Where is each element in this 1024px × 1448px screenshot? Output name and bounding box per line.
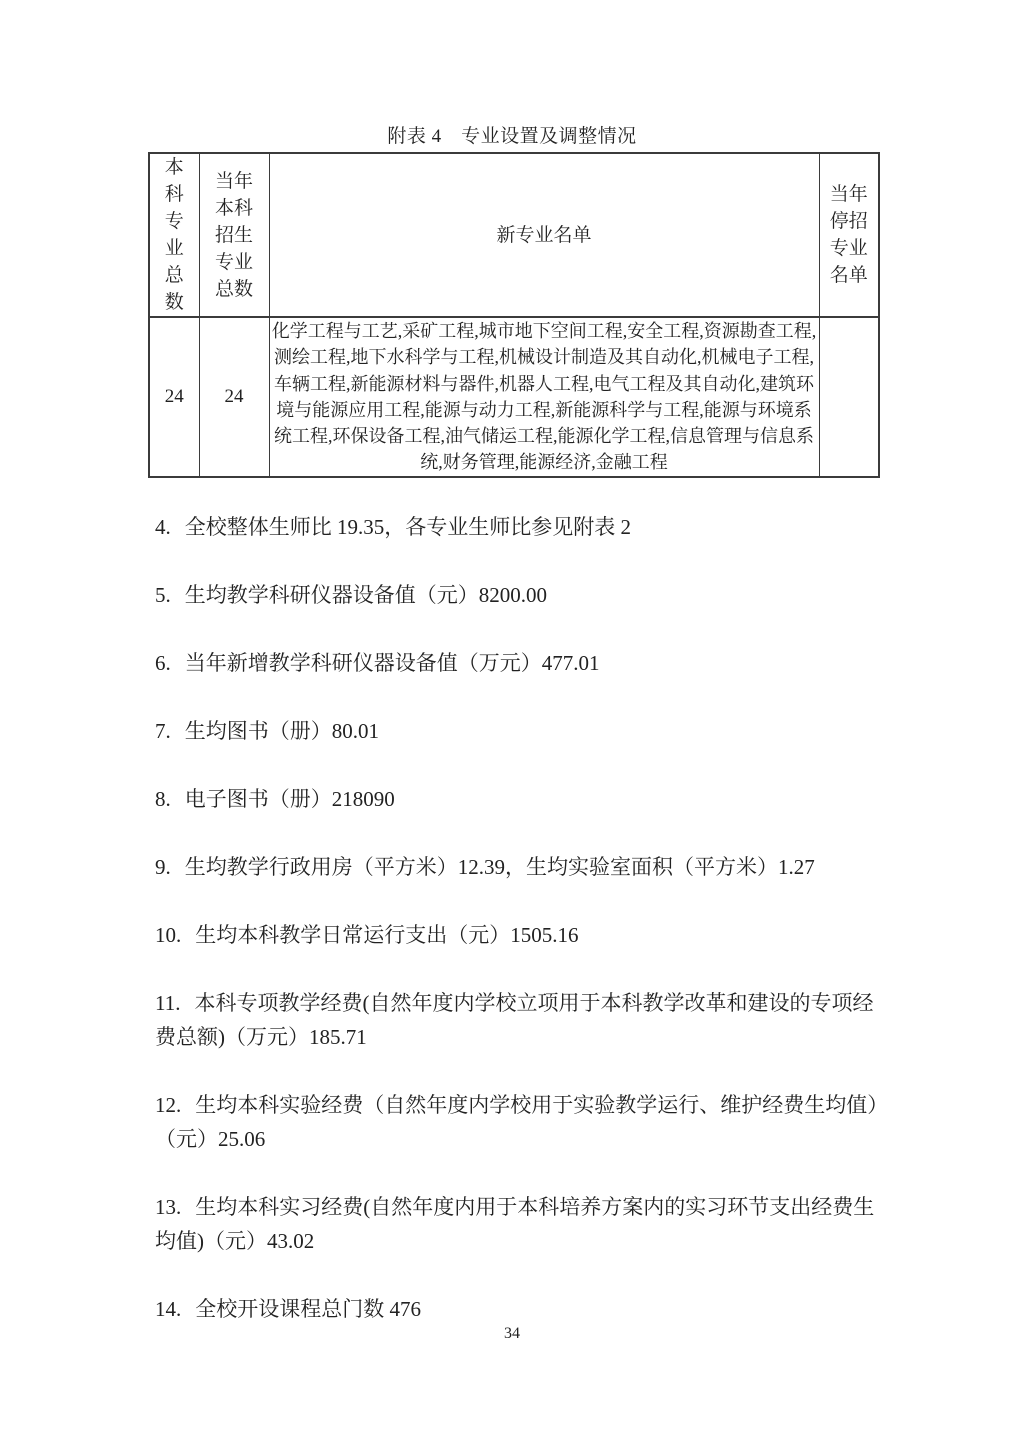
numbered-item — [155, 1088, 881, 1156]
numbered-item — [155, 782, 881, 816]
item-number: 11. — [155, 991, 181, 1015]
header-total-majors-label: 本科专业总数 — [164, 157, 184, 313]
item-number: 7. — [155, 719, 171, 743]
enrolling-majors-value: 24 — [199, 317, 269, 477]
item-number: 10. — [155, 923, 182, 947]
table-title: 附表 4 专业设置及调整情况 — [387, 126, 637, 147]
numbered-items — [155, 510, 881, 1360]
table-data-row — [149, 317, 879, 477]
header-new-majors: 新专业名单 — [269, 153, 819, 317]
item-number: 8. — [155, 787, 171, 811]
majors-table — [148, 152, 880, 478]
numbered-item — [155, 646, 881, 680]
header-discontinued-majors — [819, 153, 879, 317]
item-text: 全校整体生师比 19.35，各专业生师比参见附表 2 — [184, 515, 631, 539]
item-number: 12. — [155, 1093, 182, 1117]
item-text: 生均本科实习经费(自然年度内用于本科培养方案内的实习环节支出经费生均值)（元）43.02 — [155, 1195, 875, 1253]
item-number: 9. — [155, 855, 171, 879]
item-text: 生均本科实验经费（自然年度内学校用于实验教学运行、维护经费生均值）（元）25.06 — [155, 1093, 878, 1151]
numbered-item — [155, 918, 881, 952]
numbered-item — [155, 510, 881, 544]
header-discontinued-majors-label: 当年停招专业名单 — [829, 184, 868, 286]
item-number: 6. — [155, 651, 171, 675]
item-text: 本科专项教学经费(自然年度内学校立项用于本科教学改革和建设的专项经费总额)（万元）185.71 — [155, 991, 874, 1049]
item-number: 13. — [155, 1195, 182, 1219]
header-total-majors — [149, 153, 199, 317]
discontinued-majors-value — [819, 317, 879, 477]
item-text: 生均本科教学日常运行支出（元）1505.16 — [195, 923, 579, 947]
new-majors-list: 化学工程与工艺,采矿工程,城市地下空间工程,安全工程,资源勘查工程,测绘工程,地下水科学与工程,机械设计制造及其自动化,机械电子工程,车辆工程,新能源材料与器件,机器人工程,电气工程及其自动化,建筑环境与能源应用工程,能源与动力工程,新能源科学与工程,能源与环境系统工程,环保设备工程,油气储运工程,能源化学工程,信息管理与信息系统,财务管理,能源经济,金融工程 — [269, 317, 819, 477]
item-text: 电子图书（册）218090 — [184, 787, 395, 811]
item-number: 4. — [155, 515, 171, 539]
numbered-item — [155, 1190, 881, 1258]
item-text: 当年新增教学科研仪器设备值（万元）477.01 — [184, 651, 600, 675]
item-text: 生均教学科研仪器设备值（元）8200.00 — [184, 583, 547, 607]
item-number: 5. — [155, 583, 171, 607]
numbered-item — [155, 850, 881, 884]
numbered-item — [155, 714, 881, 748]
total-majors-value: 24 — [149, 317, 199, 477]
header-enrolling-majors-label: 当年本科招生专业总数 — [214, 170, 253, 300]
table-header-row — [149, 153, 879, 317]
item-text: 生均教学行政用房（平方米）12.39，生均实验室面积（平方米）1.27 — [184, 855, 815, 879]
numbered-item — [155, 986, 881, 1054]
item-number: 14. — [155, 1297, 182, 1321]
header-enrolling-majors — [199, 153, 269, 317]
item-text: 全校开设课程总门数 476 — [195, 1297, 421, 1321]
page-number: 34 — [504, 1325, 520, 1342]
item-text: 生均图书（册）80.01 — [184, 719, 379, 743]
numbered-item — [155, 578, 881, 612]
numbered-item — [155, 1292, 881, 1326]
